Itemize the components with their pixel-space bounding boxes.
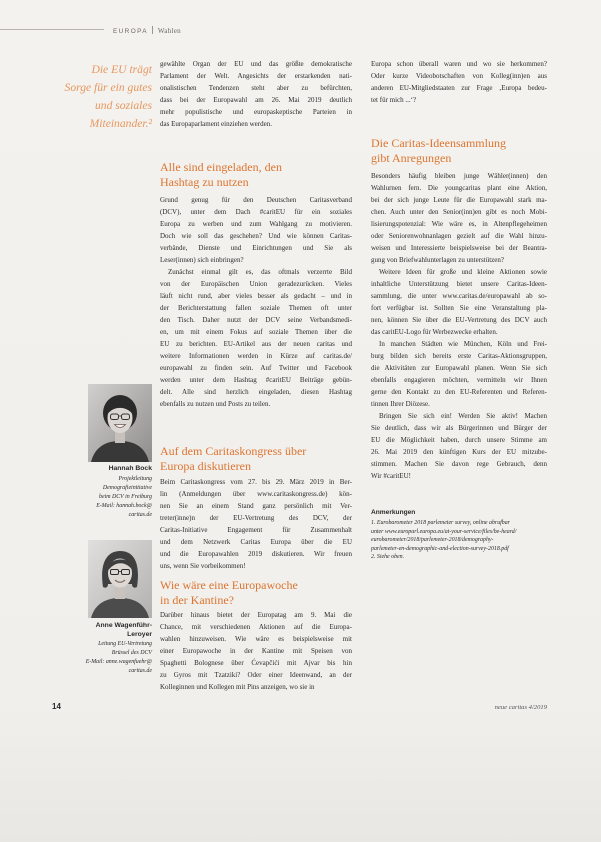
text-line: bei der sich junge Leute für die Europawahl stark ma-: [371, 196, 547, 204]
text-line: inhaltliche Unterstützung bietet unsere Caritas-Ideen-: [371, 280, 547, 288]
paragraph: [160, 476, 352, 572]
text-line: der Berichterstattung fallen soziale Themen oft unter: [160, 304, 352, 312]
pull-quote-line: und soziales: [94, 99, 152, 112]
pull-quote-line: Sorge für ein gutes: [64, 81, 152, 94]
author-info-line: E-Mail: hannah.bock@: [96, 502, 152, 509]
pull-quote-line: Miteinander.²: [89, 117, 152, 130]
text-line: delt. Alle sind herzlich eingeladen, diesen Hashtag: [160, 388, 352, 396]
text-line: gung von Briefwahlunterlagen zu unterstützen?: [371, 256, 504, 264]
text-line: Sie deutlich, dass wir als Bürgerinnen und Bürger der: [371, 424, 547, 432]
text-line: von der Europäischen Union geradezurücken. Vieles: [160, 280, 352, 288]
paragraph: [371, 266, 547, 338]
portrait-photo-icon: [88, 384, 152, 462]
text-line: Beim Caritaskongress vom 27. bis 29. März 2019 in Ber-: [160, 478, 352, 486]
notes-title: Anmerkungen: [371, 509, 416, 516]
text-line: uns, wenn Sie vorbeikommen!: [160, 562, 246, 570]
text-line: Europa schon überall waren und wo sie herkommen?: [371, 60, 547, 68]
scan-edge-line: [0, 29, 104, 30]
heading-line: Hashtag zu nutzen: [160, 175, 249, 189]
text-line: lisierungspotenzial: Wie wäre es, in Altenpflegeheimen: [371, 220, 547, 228]
section-label: EUROPA: [113, 28, 148, 35]
text-line: stimmen. Machen Sie davon rege Gebrauch, denn: [371, 460, 547, 468]
text-line: und die Europawahlen 2019 diskutieren. Wir freuen: [160, 550, 352, 558]
author-info-line: E-Mail: anne.wagenfuehr@: [85, 659, 152, 666]
text-line: die Aktivitäten zur Europawahl planen. Wenn Sie sich: [371, 364, 547, 372]
text-line: Besonders häufig bleiben junge Wähler(innen) den: [371, 172, 547, 180]
text-line: chen. Auch unter den Senior(inn)en gibt es noch Mobi-: [371, 208, 547, 216]
author-info-line: Demografieinitiative: [102, 484, 152, 491]
text-line: EU zu berichten. EU-Artikel aus der neuen caritas und: [160, 340, 352, 348]
section-heading-europawoche: [160, 578, 352, 608]
text-line: Zunächst einmal gilt es, das oftmals verzerrte Bild: [168, 268, 352, 276]
section-body-europawoche: [160, 609, 352, 693]
paragraph: [371, 170, 547, 266]
text-line: nen Sie an einem Stand ganz persönlich mit Ver-: [160, 502, 352, 510]
text-line: en, um mit einem Fokus auf soziale Themen über die: [160, 328, 352, 336]
article-intro-paragraph: [160, 58, 352, 130]
text-line: europawahl zu finden sein. Auf Twitter und Facebook: [160, 364, 352, 372]
heading-line: Alle sind eingeladen, den: [160, 160, 282, 174]
text-line: Darüber hinaus bietet der Europatag am 9. Mai die: [160, 611, 352, 619]
author-info: [56, 640, 152, 676]
text-line: weitere Informationen werden in Kürze auf caritas.de/: [160, 352, 352, 360]
running-header: [113, 26, 181, 36]
header-divider: [152, 26, 153, 34]
text-line: dass bei der Europawahl am 26. Mai 2019 deutlich: [160, 96, 352, 104]
text-line: Spaghetti Bolognese über Ćevapčići mit Ajvar bis hin: [160, 659, 352, 667]
note-line: unter www.europarl.europa.eu/at-your-service/files/be-heard/: [371, 528, 517, 535]
paragraph: [371, 410, 547, 482]
paragraph: [160, 609, 352, 693]
pull-quote: [56, 61, 152, 133]
column2-continued-paragraph: [371, 58, 547, 106]
author-name-line: Anne Wagenführ-: [95, 622, 152, 629]
text-line: läuft nicht rund, aber vieles besser als gedacht – und in: [160, 292, 352, 300]
author-caption-hannah-bock: [56, 465, 152, 520]
author-info-line: beim DCV in Freiburg: [99, 493, 152, 500]
author-info-line: Projektleitung: [118, 475, 152, 482]
paragraph: [371, 338, 547, 410]
text-line: burg bilden sich bereits erste Caritas-Aktionsgruppen,: [371, 352, 547, 360]
author-photo-anne-wagenfuehr-leroyer: [88, 540, 152, 618]
heading-line: Europa diskutieren: [160, 459, 251, 473]
page-number: 14: [52, 702, 61, 711]
text-line: 26. Mai 2019 den künftigen Kurs der EU mitzube-: [371, 448, 547, 456]
text-line: Wir #caritEU!: [371, 472, 411, 480]
text-line: onalistischen Tendenzen steht aber zu befürchten,: [160, 84, 352, 92]
text-line: tet für mich ...‘?: [371, 96, 417, 104]
author-caption-anne-wagenfuehr-leroyer: [56, 622, 152, 676]
text-line: treter(inne)n der EU-Vertretung des DCV, der: [160, 514, 352, 522]
text-line: das Europaparlament einziehen werden.: [160, 120, 272, 128]
text-line: anderen EU-Mitgliedstaaten zur Frage ‚Europa bedeu-: [371, 84, 547, 92]
heading-line: Wie wäre eine Europawoche: [160, 578, 298, 592]
section-heading-ideensammlung: [371, 136, 547, 166]
text-line: Wahlurnen fern. Die youngcaritas plant eine Aktion,: [371, 184, 547, 192]
text-line: mehr populistische und europaskeptische Parteien in: [160, 108, 352, 116]
author-info: [56, 475, 152, 520]
author-photo-hannah-bock: [88, 384, 152, 462]
text-line: Doch wie soll das geschehen? Und wie können Caritas-: [160, 232, 352, 240]
text-line: Bringen Sie sich ein! Werden Sie aktiv! Machen: [379, 412, 547, 420]
text-line: Kolleginnen und Kollegen mit Pins anzeigen, wo sie in: [160, 683, 315, 691]
text-line: weisen und Interessierte beispielsweise bei der Beantra-: [371, 244, 547, 252]
text-line: nen, können Sie über die EU-Vertretung des DCV auch: [371, 316, 547, 324]
text-line: gewählte Organ der EU und das größte demokratische: [160, 60, 352, 68]
text-line: werden unter dem Hashtag #caritEU Beiträge gebün-: [160, 376, 352, 384]
text-line: Europa zu werben und zum Wahlgang zu motivieren.: [160, 220, 352, 228]
section-heading-caritaskongress: [160, 444, 352, 474]
notes-list: [371, 519, 547, 562]
note-line: 2. Siehe oben.: [371, 554, 405, 561]
heading-line: gibt Anregungen: [371, 151, 452, 165]
text-line: ebenfalls engagieren möchten, vermitteln wir Ihnen: [371, 376, 547, 384]
author-name-line: Leroyer: [127, 630, 152, 638]
text-line: einer Europawoche in der Kantine mit Speisen von: [160, 647, 352, 655]
section-body-ideensammlung: [371, 170, 547, 482]
text-line: EU die Möglichkeit haben, durch unsere Stimme am: [371, 436, 547, 444]
text-line: oder Seniorenwohnanlagen gezielt auf die Wahl hinzu-: [371, 232, 547, 240]
note-line: parlemeter-en-demographic-and-election-survey-2018.pdf: [371, 545, 509, 552]
text-line: tinnen Ihrer Diözese.: [371, 400, 430, 408]
text-line: den Tisch. Daher nutzt der DCV seine Verbandsmedi-: [160, 316, 352, 324]
author-info-line: Leitung EU-Vertretung: [98, 641, 152, 648]
author-name: [56, 622, 152, 639]
text-line: gerne den Kontakt zu den EU-Referenten und Referen-: [371, 388, 547, 396]
author-info-line: caritas.de: [128, 668, 152, 675]
text-line: Oder kurze Videobotschaften von Kolleg(inn)en aus: [371, 72, 547, 80]
text-line: zu Gyros mit Tzatziki? Oder einer Ideenwand, an der: [160, 671, 352, 679]
portrait-photo-icon: [88, 540, 152, 618]
text-line: und dem Netzwerk Caritas Europa über die EU: [160, 538, 352, 546]
note-line: 1. Eurobarometer 2018 parlemeter survey, online abrufbar: [371, 520, 510, 526]
text-line: In manchen Städten wie München, Köln und Frei-: [379, 340, 547, 348]
text-line: lin (Anmeldungen über www.caritaskongress.de) kön-: [160, 490, 352, 498]
text-line: Weitere Ideen für große und kleine Aktionen sowie: [379, 268, 547, 276]
text-line: Leser(innen) sich einbringen?: [160, 256, 244, 264]
text-line: (DCV), unter dem Dach #caritEU für ein soziales: [160, 208, 352, 216]
paragraph: [371, 58, 547, 106]
subsection-label: Wahlen: [157, 27, 181, 35]
text-line: fort verfügbar ist. Sollten Sie eine Veranstaltung pla-: [371, 304, 547, 312]
paragraph: [160, 266, 352, 410]
heading-line: Die Caritas-Ideensammlung: [371, 136, 506, 150]
paragraph: [160, 194, 352, 266]
text-line: Parlament der Welt. Angesichts der erstarkenden nati-: [160, 72, 352, 80]
text-line: sammlung, die unter www.caritas.de/europawahl ab so-: [371, 292, 547, 300]
heading-line: Auf dem Caritaskongress über: [160, 444, 307, 458]
text-line: wahlen hinzuweisen. Wie wäre es beispielsweise mit: [160, 635, 352, 643]
issue-label: neue caritas 4/2019: [494, 704, 547, 711]
author-info-line: caritas.de: [128, 511, 152, 518]
text-line: das caritEU-Logo für Werbezwecke erhalten.: [371, 328, 498, 336]
text-line: Caritas-Initiative Engagement für Zusammenhalt: [160, 526, 352, 534]
section-body-caritaskongress: [160, 476, 352, 572]
note-line: eurobarometer/2018/parlemeter-2018/demography-: [371, 537, 494, 544]
text-line: Chance, mit verschiedenen Aktionen auf die Europa-: [160, 623, 352, 631]
paragraph: [160, 58, 352, 130]
section-body-hashtag: [160, 194, 352, 410]
text-line: Grund genug für den Deutschen Caritasverband: [160, 196, 352, 204]
section-heading-hashtag: [160, 160, 352, 190]
author-info-line: Brüssel des DCV: [111, 650, 152, 657]
text-line: verbände, Dienste und Einrichtungen und Sie als: [160, 244, 352, 252]
heading-line: in der Kantine?: [160, 593, 234, 607]
text-line: ebenfalls zu nutzen und Posts zu teilen.: [160, 400, 271, 408]
author-name-line: Hannah Bock: [108, 465, 152, 472]
pull-quote-line: Die EU trägt: [91, 63, 152, 76]
author-name: [56, 465, 152, 474]
